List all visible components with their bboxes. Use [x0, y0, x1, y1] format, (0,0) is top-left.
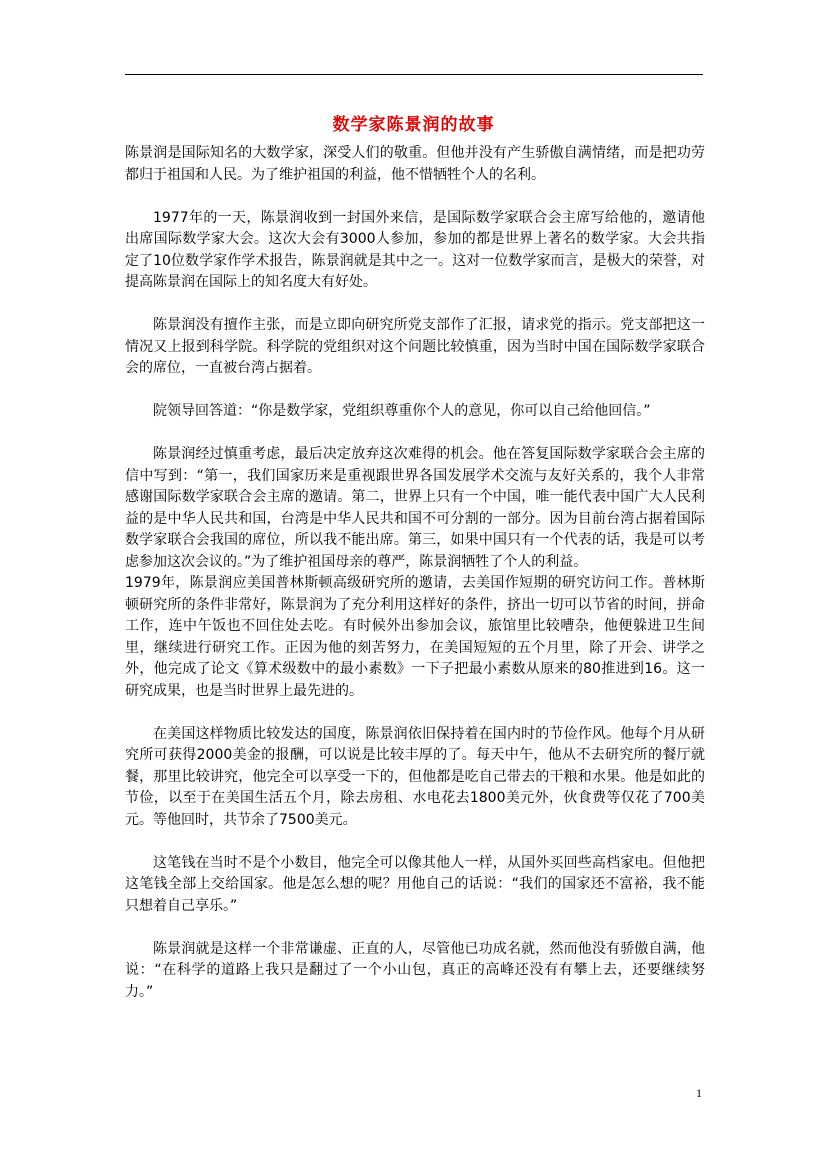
paragraph-3: 陈景润没有擅作主张，而是立即向研究所党支部作了汇报，请求党的指示。党支部把这一情况又上报到科学院。科学院的党组织对这个问题比较慎重，因为当时中国在国际数学家联合会的席位，一直被台湾占据着。	[125, 317, 705, 376]
header-rule	[125, 74, 703, 75]
paragraph-2: 1977年的一天，陈景润收到一封国外来信，是国际数学家联合会主席写给他的，邀请他出席国际数学家大会。这次大会有3000人参加，参加的都是世界上著名的数学家。大会共指定了10位数学家作学术报告，陈景润就是其中之一。这对一位数学家而言，是极大的荣誉，对提高陈景润在国际上的知名度大有好处。	[125, 209, 705, 290]
paragraph-5: 陈景润经过慎重考虑，最后决定放弃这次难得的机会。他在答复国际数学家联合会主席的信中写到：“第一，我们国家历来是重视跟世界各国发展学术交流与友好关系的，我个人非常感谢国际数学家联合会主席的邀请。第二，世界上只有一个中国，唯一能代表中国广大人民利益的是中华人民共和国，台湾是中华人民共和国不可分割的一部分。因为目前台湾占据着国际数学家联合会我国的席位，所以我不能出席。第三，如果中国只有一个代表的话，我是可以考虑参加这次会议的。”为了维护祖国母亲的尊严，陈景润牺牲了个人的利益。	[125, 446, 705, 570]
page-number: 1	[696, 1086, 702, 1100]
paragraph-6: 1979年，陈景润应美国普林斯顿高级研究所的邀请，去美国作短期的研究访问工作。普林斯顿研究所的条件非常好，陈景润为了充分利用这样好的条件，挤出一切可以节省的时间，拼命工作，连中午饭也不回住处去吃。有时候外出参加会议，旅馆里比较嘈杂，他便躲进卫生间里，继续进行研究工作。正因为他的刻苦努力，在美国短短的五个月里，除了开会、讲学之外，他完成了论文《算术级数中的最小素数》一下子把最小素数从原来的80推进到16。这一研究成果，也是当时世界上最先进的。	[125, 575, 705, 699]
paragraph-8: 这笔钱在当时不是个小数目，他完全可以像其他人一样，从国外买回些高档家电。但他把这笔钱全部上交给国家。他是怎么想的呢？用他自己的话说：“我们的国家还不富裕，我不能只想着自己享乐。”	[125, 854, 705, 914]
paragraph-7: 在美国这样物质比较发达的国度，陈景润依旧保持着在国内时的节俭作风。他每个月从研究所可获得2000美金的报酬，可以说是比较丰厚的了。每天中午，他从不去研究所的餐厅就餐，那里比较讲究，他完全可以享受一下的，但他都是吃自己带去的干粮和水果。他是如此的节俭，以至于在美国生活五个月，除去房租、水电花去1800美元外，伙食费等仅花了700美元。等他回时，共节余了7500美元。	[125, 725, 705, 828]
paragraph-1: 陈景润是国际知名的大数学家，深受人们的敬重。但他并没有产生骄傲自满情绪，而是把功劳都归于祖国和人民。为了维护祖国的利益，他不惜牺牲个人的名利。	[125, 145, 705, 183]
paragraph-4: 院领导回答道：“你是数学家，党组织尊重你个人的意见，你可以自己给他回信。”	[153, 403, 651, 419]
document-title: 数学家陈景润的故事	[332, 115, 495, 135]
document-body	[125, 143, 705, 1003]
paragraph-9: 陈景润就是这样一个非常谦虚、正直的人，尽管他已功成名就，然而他没有骄傲自满，他说：“在科学的道路上我只是翻过了一个小山包，真正的高峰还没有有攀上去，还要继续努力。”	[125, 940, 705, 1000]
